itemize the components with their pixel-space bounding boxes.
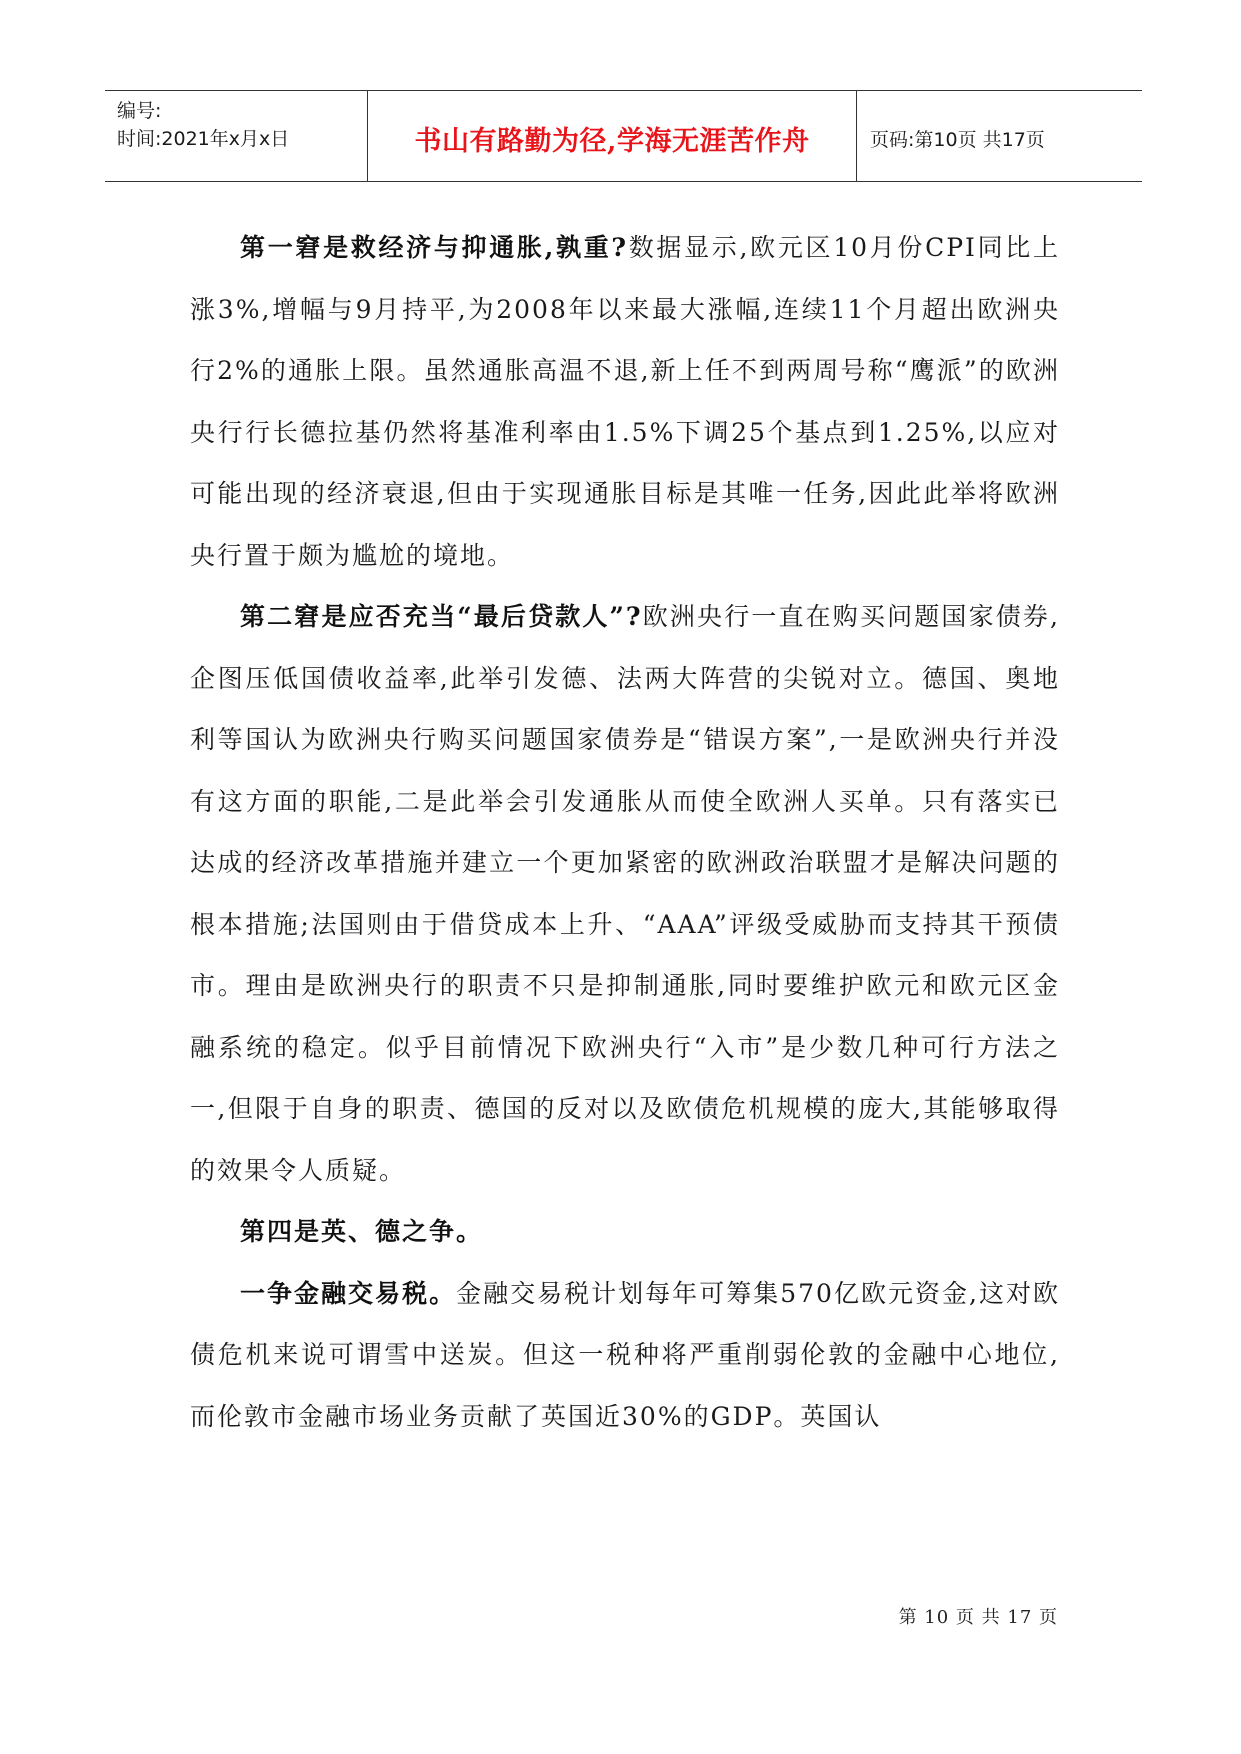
paragraph: [190, 586, 1060, 1201]
header-meta: [105, 91, 368, 181]
paragraph: [190, 1201, 1060, 1263]
document-body: [190, 217, 1060, 1447]
header-page-label: 页码:第10页 共17页: [870, 128, 1045, 151]
header-motto: 书山有路勤为径,学海无涯苦作舟: [368, 91, 857, 181]
document-time-label: 时间:2021年x月x日: [117, 128, 290, 150]
paragraph-lead: 第二窘是应否充当“最后贷款人”?: [240, 602, 643, 631]
paragraph-lead: 第四是英、德之争。: [240, 1217, 484, 1246]
paragraph-text: 欧洲央行一直在购买问题国家债券,企图压低国债收益率,此举引发德、法两大阵营的尖锐对立。德国、奥地利等国认为欧洲央行购买问题国家债券是“错误方案”,一是欧洲央行并没有这方面的职能,二是此举会引发通胀从而使全欧洲人买单。只有落实已达成的经济改革措施并建立一个更加紧密的欧洲政治联盟才是解决问题的根本措施;法国则由于借贷成本上升、“AAA”评级受威胁而支持其干预债市。理由是欧洲央行的职责不只是抑制通胀,同时要维护欧元和欧元区金融系统的稳定。似乎目前情况下欧洲央行“入市”是少数几种可行方法之一,但限于自身的职责、德国的反对以及欧债危机规模的庞大,其能够取得的效果令人质疑。: [190, 602, 1060, 1185]
paragraph-text: 金融交易税计划每年可筹集570亿欧元资金,这对欧债危机来说可谓雪中送炭。但这一税种将严重削弱伦敦的金融中心地位,而伦敦市金融市场业务贡献了英国近30%的GDP。英国认: [190, 1278, 1060, 1431]
page-footer: 第 10 页 共 17 页: [898, 1607, 1058, 1628]
paragraph: [190, 217, 1060, 586]
paragraph-text: 数据显示,欧元区10月份CPI同比上涨3%,增幅与9月持平,为2008年以来最大涨幅,连续11个月超出欧洲央行2%的通胀上限。虽然通胀高温不退,新上任不到两周号称“鹰派”的欧洲央行行长德拉基仍然将基准利率由1.5%下调25个基点到1.25%,以应对可能出现的经济衰退,但由于实现通胀目标是其唯一任务,因此此举将欧洲央行置于颇为尴尬的境地。: [190, 233, 1060, 570]
page-header: [105, 90, 1142, 182]
paragraph-lead: 一争金融交易税。: [240, 1278, 457, 1308]
paragraph: [190, 1263, 1060, 1448]
document-number-label: 编号:: [117, 100, 162, 122]
paragraph-lead: 第一窘是救经济与抑通胀,孰重?: [240, 233, 629, 262]
